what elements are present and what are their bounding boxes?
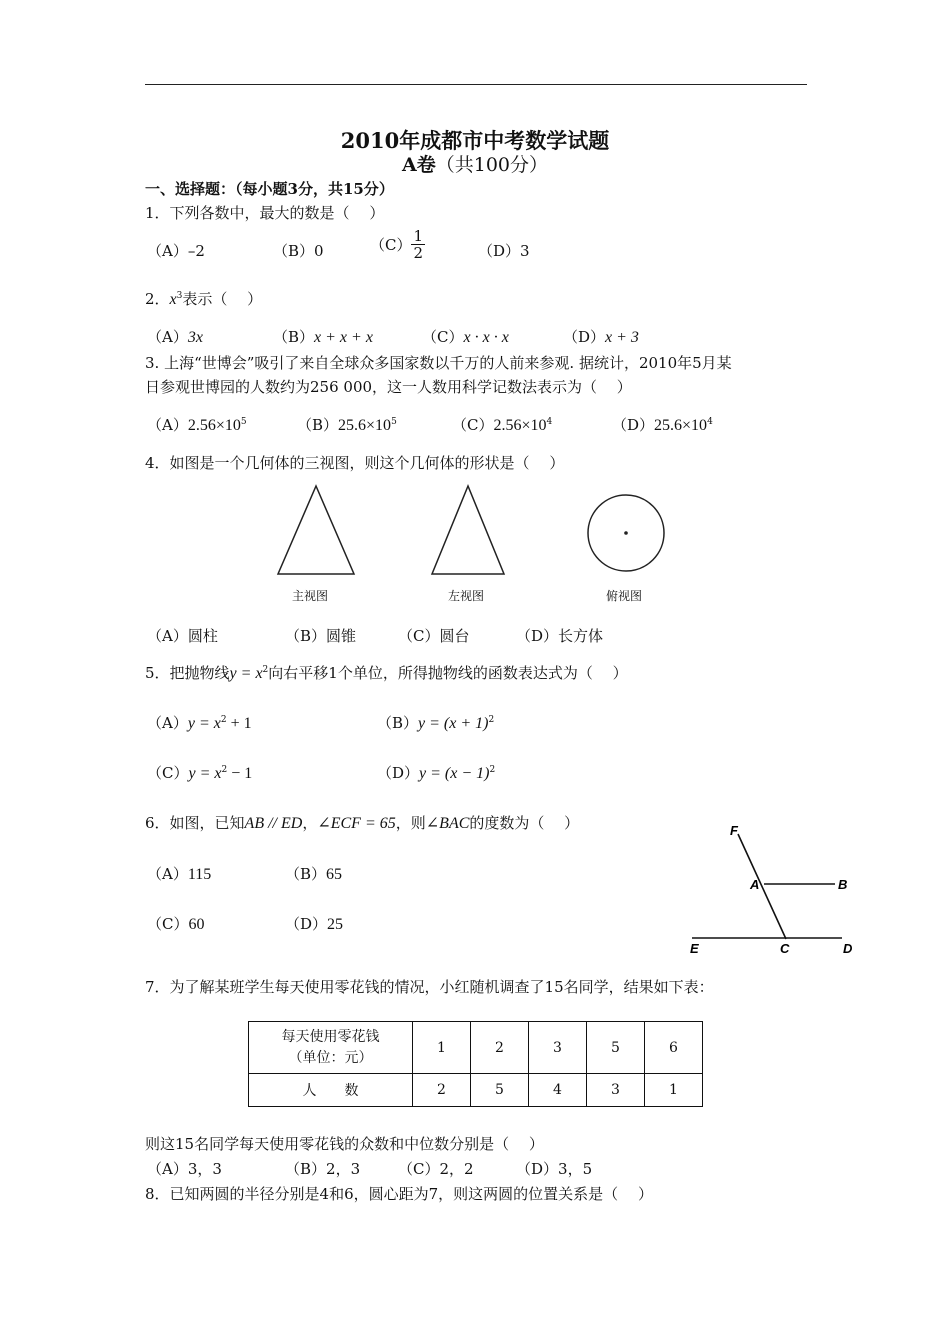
q1-stem: 1．下列各数中，最大的数是（ ） <box>145 204 385 222</box>
paper-score: （共100分） <box>435 154 548 176</box>
q2-option-c: （C）x · x · x <box>422 328 509 346</box>
q2-option-d: （D）x + 3 <box>563 328 639 346</box>
point-label-d: D <box>843 941 853 956</box>
table-cell: 1 <box>413 1022 471 1074</box>
q1-option-b: （B）0 <box>273 242 324 260</box>
q3-option-c: $(C)2.56\times 10^4$ <box>452 416 553 434</box>
table-cell: 3 <box>587 1074 645 1107</box>
page-subtitle <box>0 150 950 177</box>
q4-option-a: （A）圆柱 <box>147 627 218 645</box>
left-view-label: 左视图 <box>448 589 485 603</box>
q2-option-b: （B）x + x + x <box>273 328 373 346</box>
table-cell: 3 <box>529 1022 587 1074</box>
q4-option-c: （C）圆台 <box>398 627 470 645</box>
table-cell: 4 <box>529 1074 587 1107</box>
table-cell: 6 <box>645 1022 703 1074</box>
parallel-lines-figure <box>680 820 860 960</box>
q1-option-d: （D）3 <box>478 242 530 260</box>
fraction: $\frac{1}{2}$ <box>413 227 424 262</box>
table-cell: 5 <box>587 1022 645 1074</box>
q5-option-d: $(D)y = (x - 1)^2$ <box>377 764 496 782</box>
header-rule <box>145 84 807 85</box>
page-title: 2010年成都市中考数学试题 <box>340 128 610 153</box>
front-view-label: 主视图 <box>292 589 329 603</box>
table-header-amount: 每天使用零花钱 （单位：元） <box>249 1022 413 1074</box>
q2-option-a: （A）3x <box>147 328 203 346</box>
q2-stem: 2．$x^3$表示（ ） <box>145 290 263 308</box>
q7-option-a: （A）3，3 <box>147 1160 222 1178</box>
point-label-f: F <box>730 823 738 838</box>
q3-stem-line1: 3. 上海“世博会”吸引了来自全球众多国家数以千万的人前来参观. 据统计，2010年5月某 <box>145 354 732 372</box>
q7-option-b: （B）2，3 <box>285 1160 361 1178</box>
transversal-line <box>738 834 786 939</box>
q5-option-a: $(A)y = x^2 + 1$ <box>147 714 252 732</box>
table-row-amount <box>249 1022 703 1074</box>
three-views-figure <box>270 482 680 582</box>
q7-stem: 7．为了解某班学生每天使用零花钱的情况，小红随机调查了15名同学，结果如下表： <box>145 978 714 996</box>
q7-option-d: （D）3，5 <box>516 1160 593 1178</box>
q4-option-d: （D）长方体 <box>516 627 604 645</box>
q3-option-a: $(A)2.56\times 10^5$ <box>147 416 247 434</box>
point-label-c: C <box>780 941 790 956</box>
table-cell: 1 <box>645 1074 703 1107</box>
front-view-triangle <box>278 486 354 574</box>
q8-stem: 8．已知两圆的半径分别是4和6，圆心距为7，则这两圆的位置关系是（ ） <box>145 1185 653 1203</box>
q1-option-c: （C） $\frac{1}{2}$ <box>370 227 424 262</box>
table-cell: 5 <box>471 1074 529 1107</box>
table-cell: 2 <box>471 1022 529 1074</box>
allowance-table <box>248 1021 703 1107</box>
q6-stem: 6．如图，已知AB // ED，∠ECF = 65，则∠BAC的度数为（ ） <box>145 814 580 832</box>
q5-option-b: $(B)y = (x + 1)^2$ <box>377 714 495 732</box>
point-label-a: A <box>750 877 760 892</box>
q7-followup: 则这15名同学每天使用零花钱的众数和中位数分别是（ ） <box>145 1135 544 1153</box>
paper-part: A卷 <box>401 154 436 176</box>
table-header-count: 人 数 <box>249 1074 413 1107</box>
top-view-label: 俯视图 <box>606 589 643 603</box>
left-view-triangle <box>432 486 504 574</box>
table-cell: 2 <box>413 1074 471 1107</box>
q4-stem: 4．如图是一个几何体的三视图，则这个几何体的形状是（ ） <box>145 454 565 472</box>
top-view-center-dot <box>624 531 628 535</box>
q4-option-b: （B）圆锥 <box>285 627 357 645</box>
q7-option-c: （C）2，2 <box>398 1160 474 1178</box>
q6-option-b: （B）65 <box>285 865 343 883</box>
q3-option-d: $(D)25.6\times 10^4$ <box>612 416 713 434</box>
q5-option-c: $(C)y = x^2 - 1$ <box>147 764 253 782</box>
q6-option-d: （D）25 <box>285 915 344 933</box>
table-row-count <box>249 1074 703 1107</box>
point-label-e: E <box>690 941 699 956</box>
q3-option-b: $(B)25.6\times 10^5$ <box>297 416 397 434</box>
point-label-b: B <box>838 877 848 892</box>
q1-option-a: （A）–2 <box>147 242 205 260</box>
q6-option-a: （A）115 <box>147 865 212 883</box>
q3-stem-line2: 日参观世博园的人数约为256 000，这一人数用科学记数法表示为（ ） <box>145 378 632 396</box>
q5-stem: 5．把抛物线$y = x^2$向右平移1个单位，所得抛物线的函数表达式为（ ） <box>145 664 628 682</box>
q6-option-c: （C）60 <box>147 915 205 933</box>
section-heading: 一、选择题：（每小题3分，共15分） <box>145 180 394 198</box>
